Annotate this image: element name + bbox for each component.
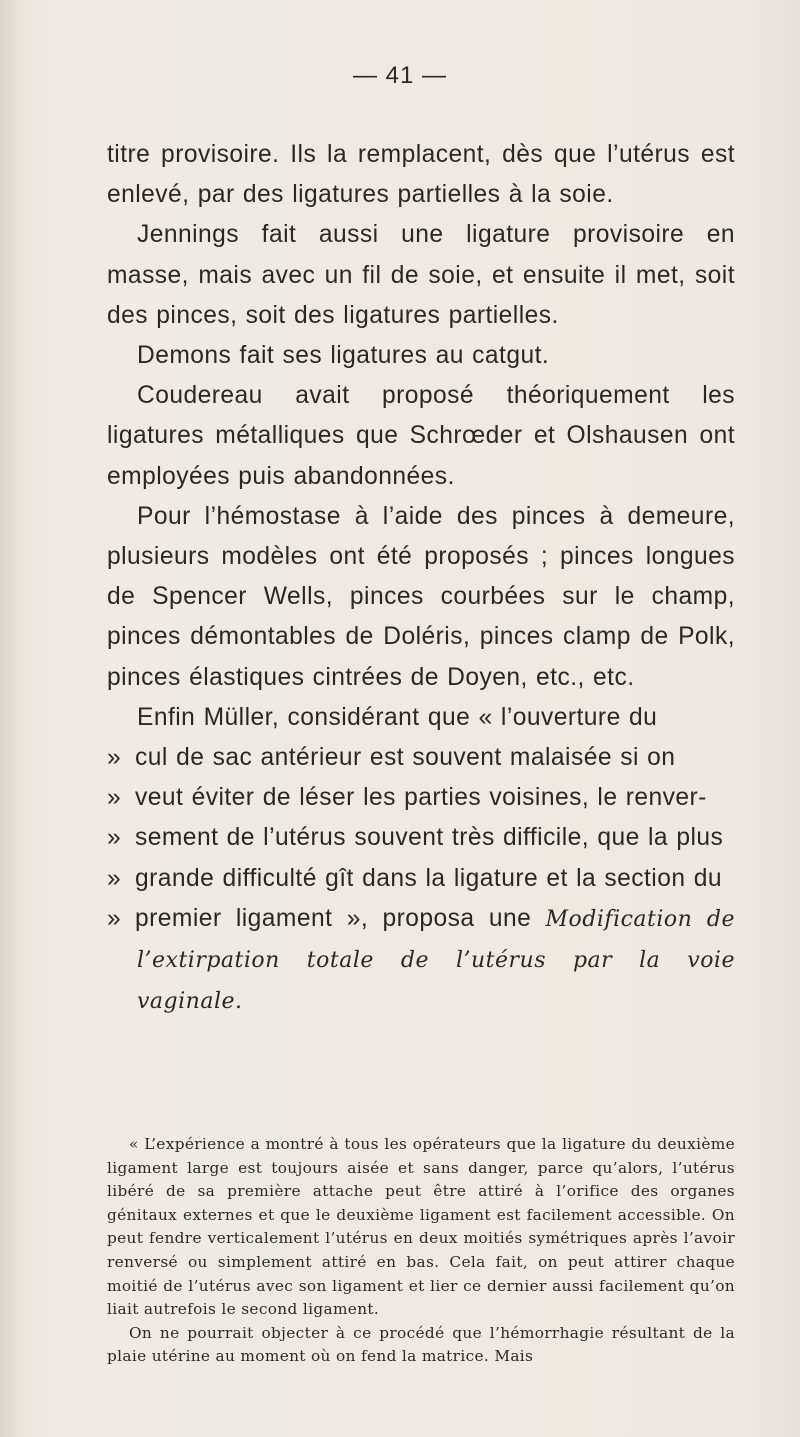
paragraph-6	[107, 698, 735, 738]
paragraph-6-quote	[107, 738, 735, 1022]
quote-line: » cul de sac antérieur est souvent malaisée si on	[137, 738, 735, 778]
quote-line: » premier ligament », proposa une Modification de l’extirpation totale de l’utérus par la voie vaginale.	[137, 899, 735, 1023]
quote-mark: »	[107, 824, 122, 852]
footnote-paragraph-1: « L’expérience a montré à tous les opérateurs que la ligature du deuxième ligament large est toujours aisée et sans danger, parce qu’alors, l’utérus libéré de sa première attache peut être attiré à l’orifice des organes génitaux externes et que le deuxième ligament est facilement accessible. On peut fendre verticalement l’utérus en deux moitiés symétriques après l’avoir renversé ou simplement attiré en bas. Cela fait, on peut attirer chaque moitié de l’utérus avec son ligament et lier ce dernier aussi facilement qu’on liait autrefois le second ligament.	[107, 1135, 735, 1319]
paragraph-5: Pour l’hémostase à l’aide des pinces à demeure, plusieurs modèles ont été proposés ; pinces longues de Spencer Wells, pinces courbées sur le champ, pinces démontables de Doléris, pinces clamp de Polk, pinces élastiques cintrées de Doyen, etc., etc.	[107, 502, 735, 691]
quote-line: » veut éviter de léser les parties voisines, le renver-	[137, 778, 735, 818]
main-text	[107, 135, 735, 1022]
work-title: Modification de l’extirpation totale de l’utérus par la voie vaginale.	[137, 906, 735, 1015]
page-number: — 41 —	[352, 62, 448, 89]
quote-mark: »	[107, 784, 122, 812]
paragraph-4: Coudereau avait proposé théoriquement les ligatures métalliques que Schrœder et Olshausen ont employées puis abandonnées.	[107, 382, 735, 490]
paragraph-1: titre provisoire. Ils la remplacent, dès que l’utérus est enlevé, par des ligatures partielles à la soie.	[107, 141, 735, 209]
quote-mark: »	[107, 904, 122, 932]
paragraph-2: Jennings fait aussi une ligature provisoire en masse, mais avec un fil de soie, et ensuite il met, soit des pinces, soit des ligatures partielles.	[107, 221, 735, 329]
paragraph-3: Demons fait ses ligatures au catgut.	[137, 342, 550, 370]
quote-line: » sement de l’utérus souvent très difficile, que la plus	[137, 818, 735, 858]
quote-mark: »	[107, 864, 122, 892]
quote-mark: »	[107, 744, 122, 772]
paragraph-6-intro: Enfin Müller, considérant que « l’ouverture du	[137, 703, 658, 731]
footnote-block	[107, 1133, 735, 1369]
quote-line: » grande difficulté gît dans la ligature et la section du	[137, 859, 735, 899]
footnote-paragraph-2: On ne pourrait objecter à ce procédé que l’hémorrhagie résultant de la plaie utérine au moment où on fend la matrice. Mais	[107, 1323, 735, 1366]
